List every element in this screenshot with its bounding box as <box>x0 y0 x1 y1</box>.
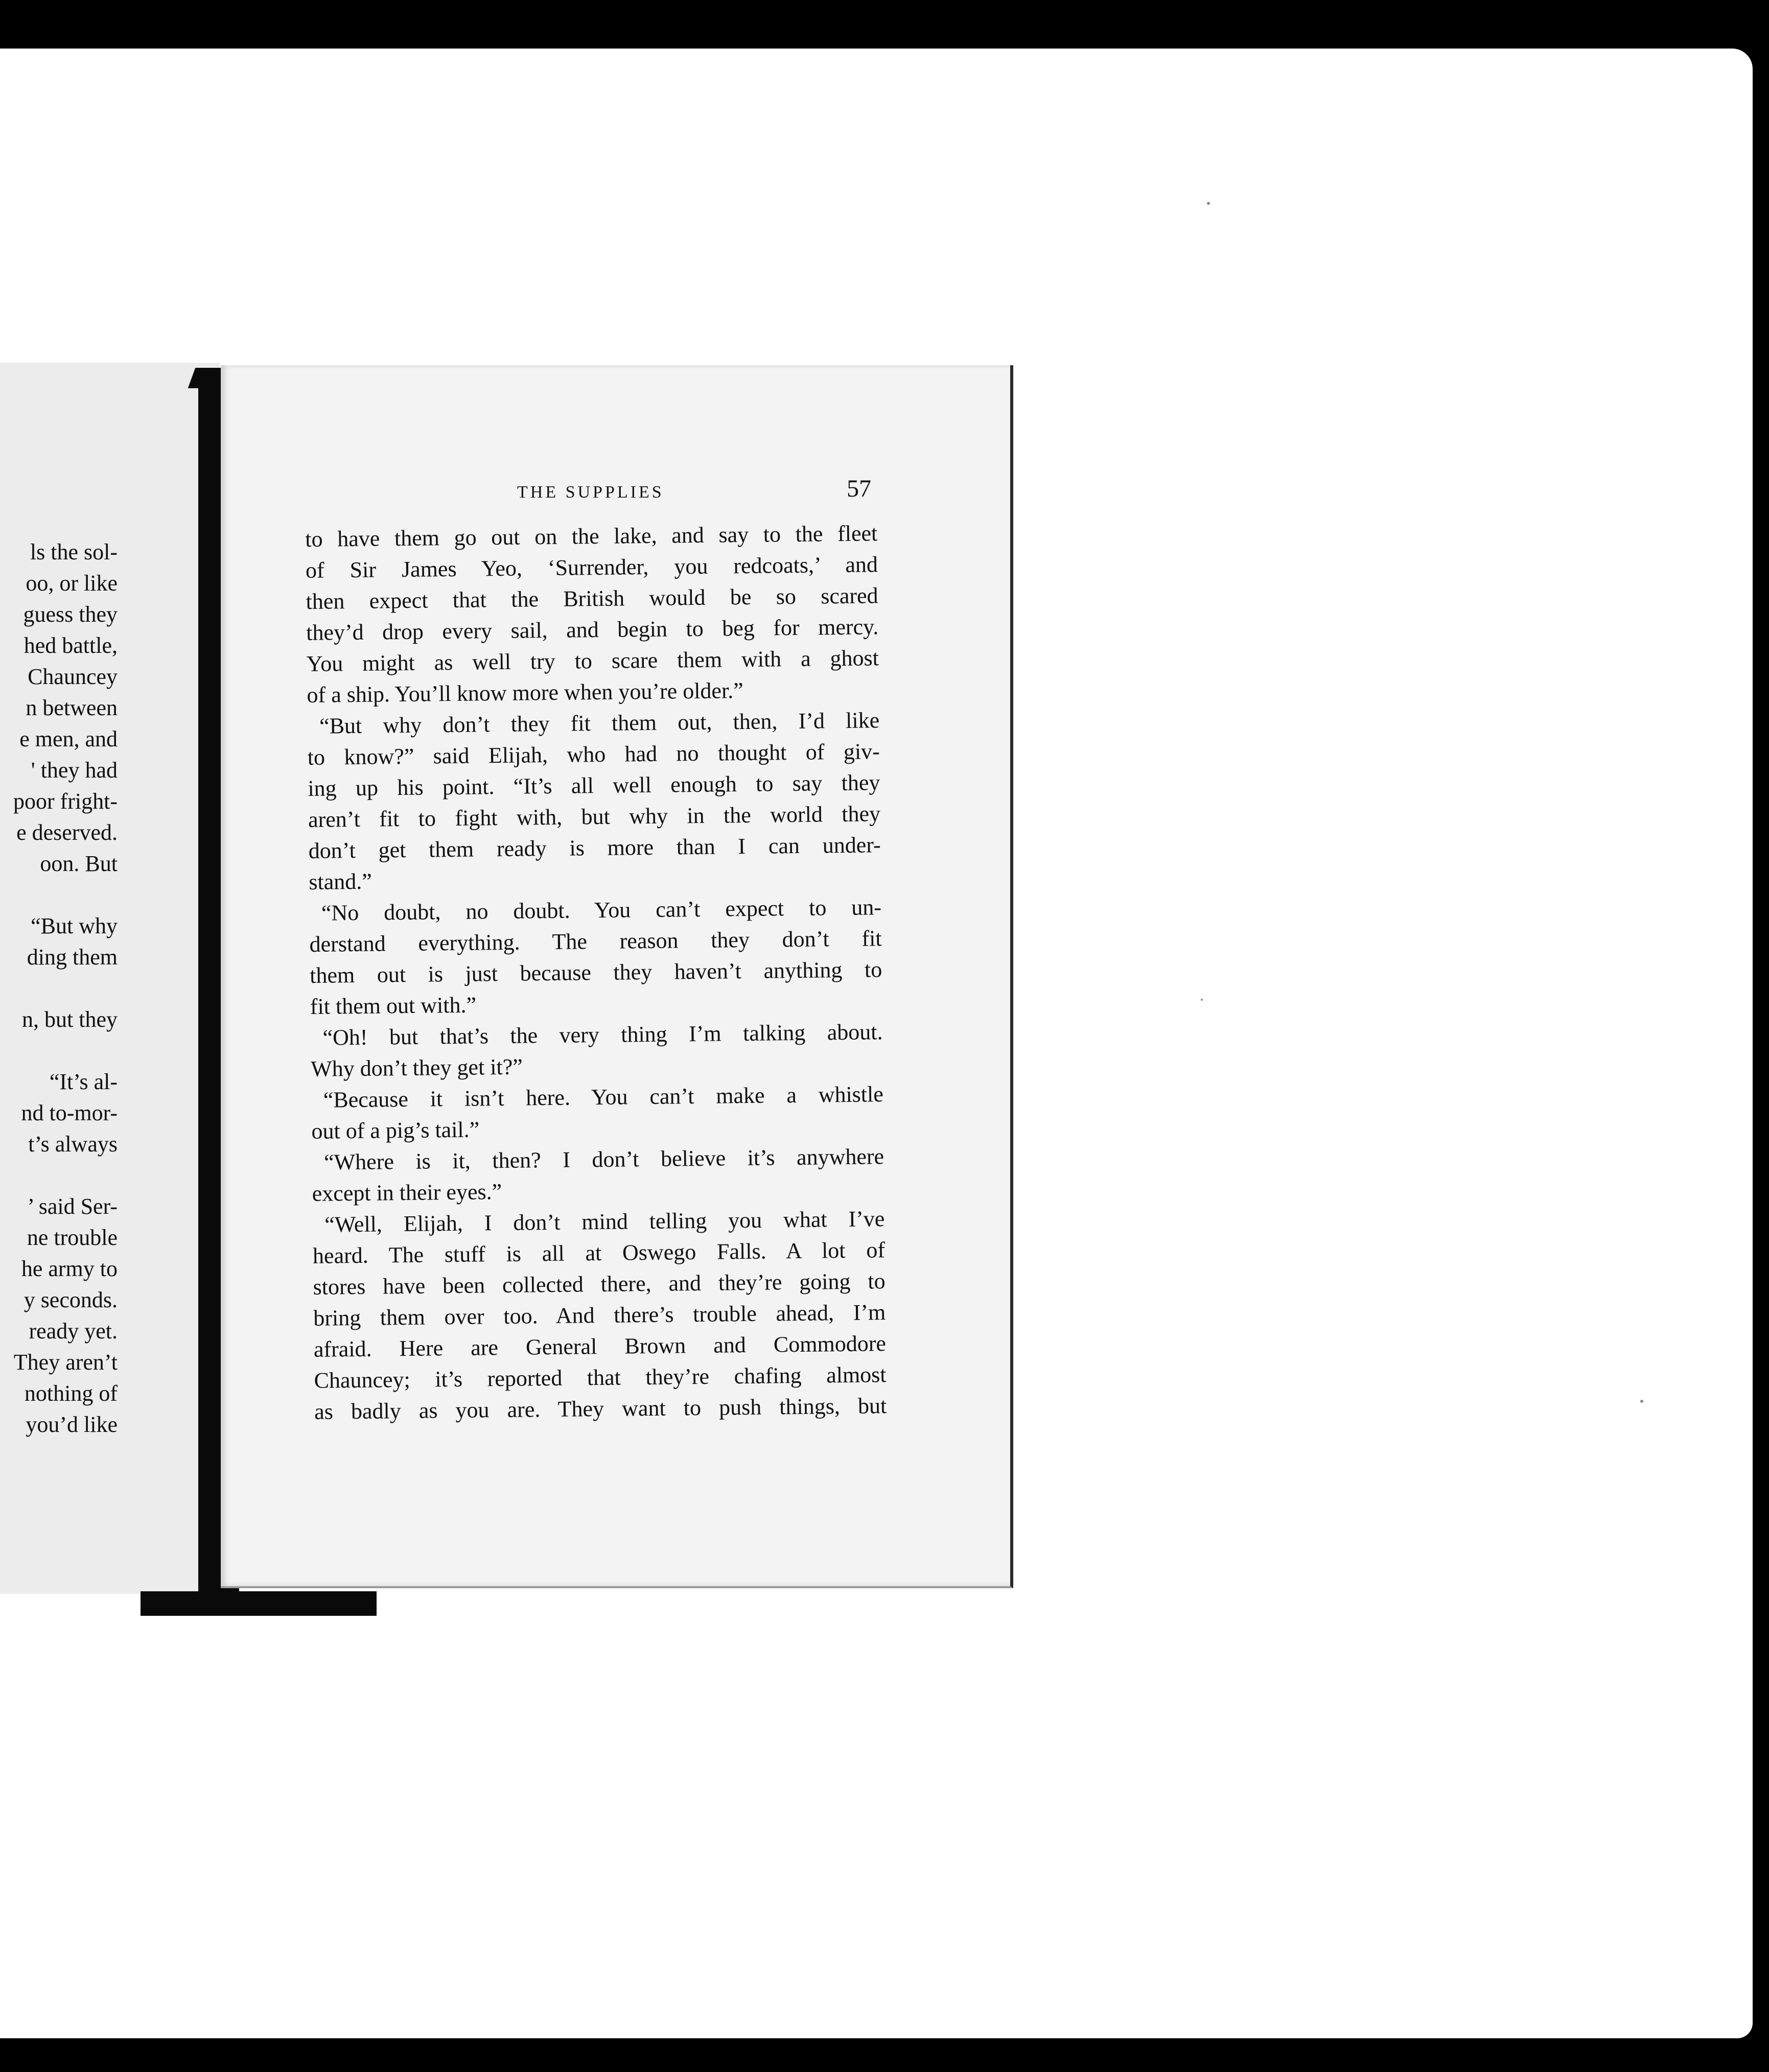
left-page-text <box>0 536 118 1440</box>
text-line: to know?” said Elijah, who had no thought of giv- <box>307 739 880 770</box>
text-line: Why don’t they get it?” <box>310 1054 523 1081</box>
left-page-line: n between <box>26 695 118 720</box>
text-line: stores have been collected there, and they’re going to <box>313 1268 886 1300</box>
left-page-line: poor fright- <box>13 789 118 814</box>
page-body-text <box>305 517 887 1427</box>
left-page-line: e men, and <box>19 726 118 751</box>
dust-speck <box>1207 202 1210 205</box>
left-page-line: They aren’t <box>13 1350 118 1375</box>
left-page-line: ready yet. <box>29 1318 118 1344</box>
left-page-line: n, but they <box>22 1007 118 1032</box>
text-line: “No doubt, no doubt. You can’t expect to un- <box>321 894 882 926</box>
text-line: “Oh! but that’s the very thing I’m talking about. <box>322 1019 883 1050</box>
left-page-line: “But why <box>31 913 118 938</box>
left-page-line: t’s always <box>28 1132 118 1157</box>
text-line: of Sir James Yeo, ‘Surrender, you redcoats,’ and <box>305 552 878 583</box>
text-line: as badly as you are. They want to push things, but <box>314 1393 887 1424</box>
text-line: aren’t fit to fight with, but why in the world they <box>308 801 881 832</box>
left-page-line: guess they <box>23 602 118 627</box>
left-page-line <box>0 879 118 910</box>
text-line: except in their eyes.” <box>312 1179 502 1206</box>
left-page-line: ding them <box>27 945 118 970</box>
text-line: of a ship. You’ll know more when you’re older.” <box>307 678 743 708</box>
text-line: “Well, Elijah, I don’t mind telling you what I’ve <box>324 1206 885 1237</box>
text-line: ing up his point. “It’s all well enough to say they <box>308 770 880 801</box>
left-page-line: ' they had <box>31 758 118 783</box>
text-line: don’t get them ready is more than I can under- <box>308 832 881 863</box>
running-head: THE SUPPLIES <box>517 483 664 502</box>
text-line: derstand everything. The reason they don’t fit <box>309 926 882 957</box>
left-page-line: ’ said Ser- <box>27 1194 118 1219</box>
left-page-line <box>0 1035 118 1066</box>
text-line: You might as well try to scare them with a ghost <box>306 645 879 676</box>
left-page-line <box>0 1160 118 1191</box>
left-page-line: ne trouble <box>27 1225 118 1250</box>
text-line: them out is just because they haven’t anything to <box>310 957 882 988</box>
left-page-line: e deserved. <box>16 820 118 845</box>
page-number: 57 <box>847 475 871 502</box>
left-page-line: “It’s al- <box>49 1069 118 1094</box>
left-page-line: nothing of <box>24 1381 118 1406</box>
right-page <box>221 365 1013 1588</box>
text-line: “Because it isn’t here. You can’t make a whistle <box>323 1081 884 1113</box>
text-line: they’d drop every sail, and begin to beg for mercy. <box>306 614 879 645</box>
left-page-line: ls the sol- <box>30 539 118 564</box>
left-page-line <box>0 973 118 1004</box>
text-line: “But why don’t they fit them out, then, I’d like <box>319 708 880 739</box>
left-page-line: you’d like <box>26 1412 118 1437</box>
text-line: to have them go out on the lake, and say to the fleet <box>305 521 878 552</box>
text-line: afraid. Here are General Brown and Commodore <box>313 1331 887 1362</box>
left-page-line: hed battle, <box>24 633 118 658</box>
text-line: fit them out with.” <box>310 992 477 1019</box>
left-page-line: Chauncey <box>28 664 118 689</box>
dust-speck <box>1201 999 1203 1001</box>
text-line: Chauncey; it’s reported that they’re chafing almost <box>314 1362 887 1393</box>
left-page <box>0 363 220 1594</box>
text-line: heard. The stuff is all at Oswego Falls. A lot of <box>312 1237 886 1268</box>
text-line: bring them over too. And there’s trouble ahead, I’m <box>313 1300 886 1331</box>
binding-foot-bar <box>141 1591 377 1616</box>
left-page-line: he army to <box>21 1256 118 1281</box>
left-page-line: nd to-mor- <box>21 1100 118 1125</box>
left-page-line: oo, or like <box>26 571 118 596</box>
text-line: stand.” <box>309 868 373 894</box>
text-line: then expect that the British would be so scared <box>306 583 878 614</box>
left-page-line: oon. But <box>40 851 118 876</box>
text-line: “Where is it, then? I don’t believe it’s anywhere <box>323 1144 884 1175</box>
left-page-line: y seconds. <box>24 1287 118 1312</box>
text-line: out of a pig’s tail.” <box>311 1117 480 1144</box>
dust-speck <box>1640 1400 1643 1403</box>
